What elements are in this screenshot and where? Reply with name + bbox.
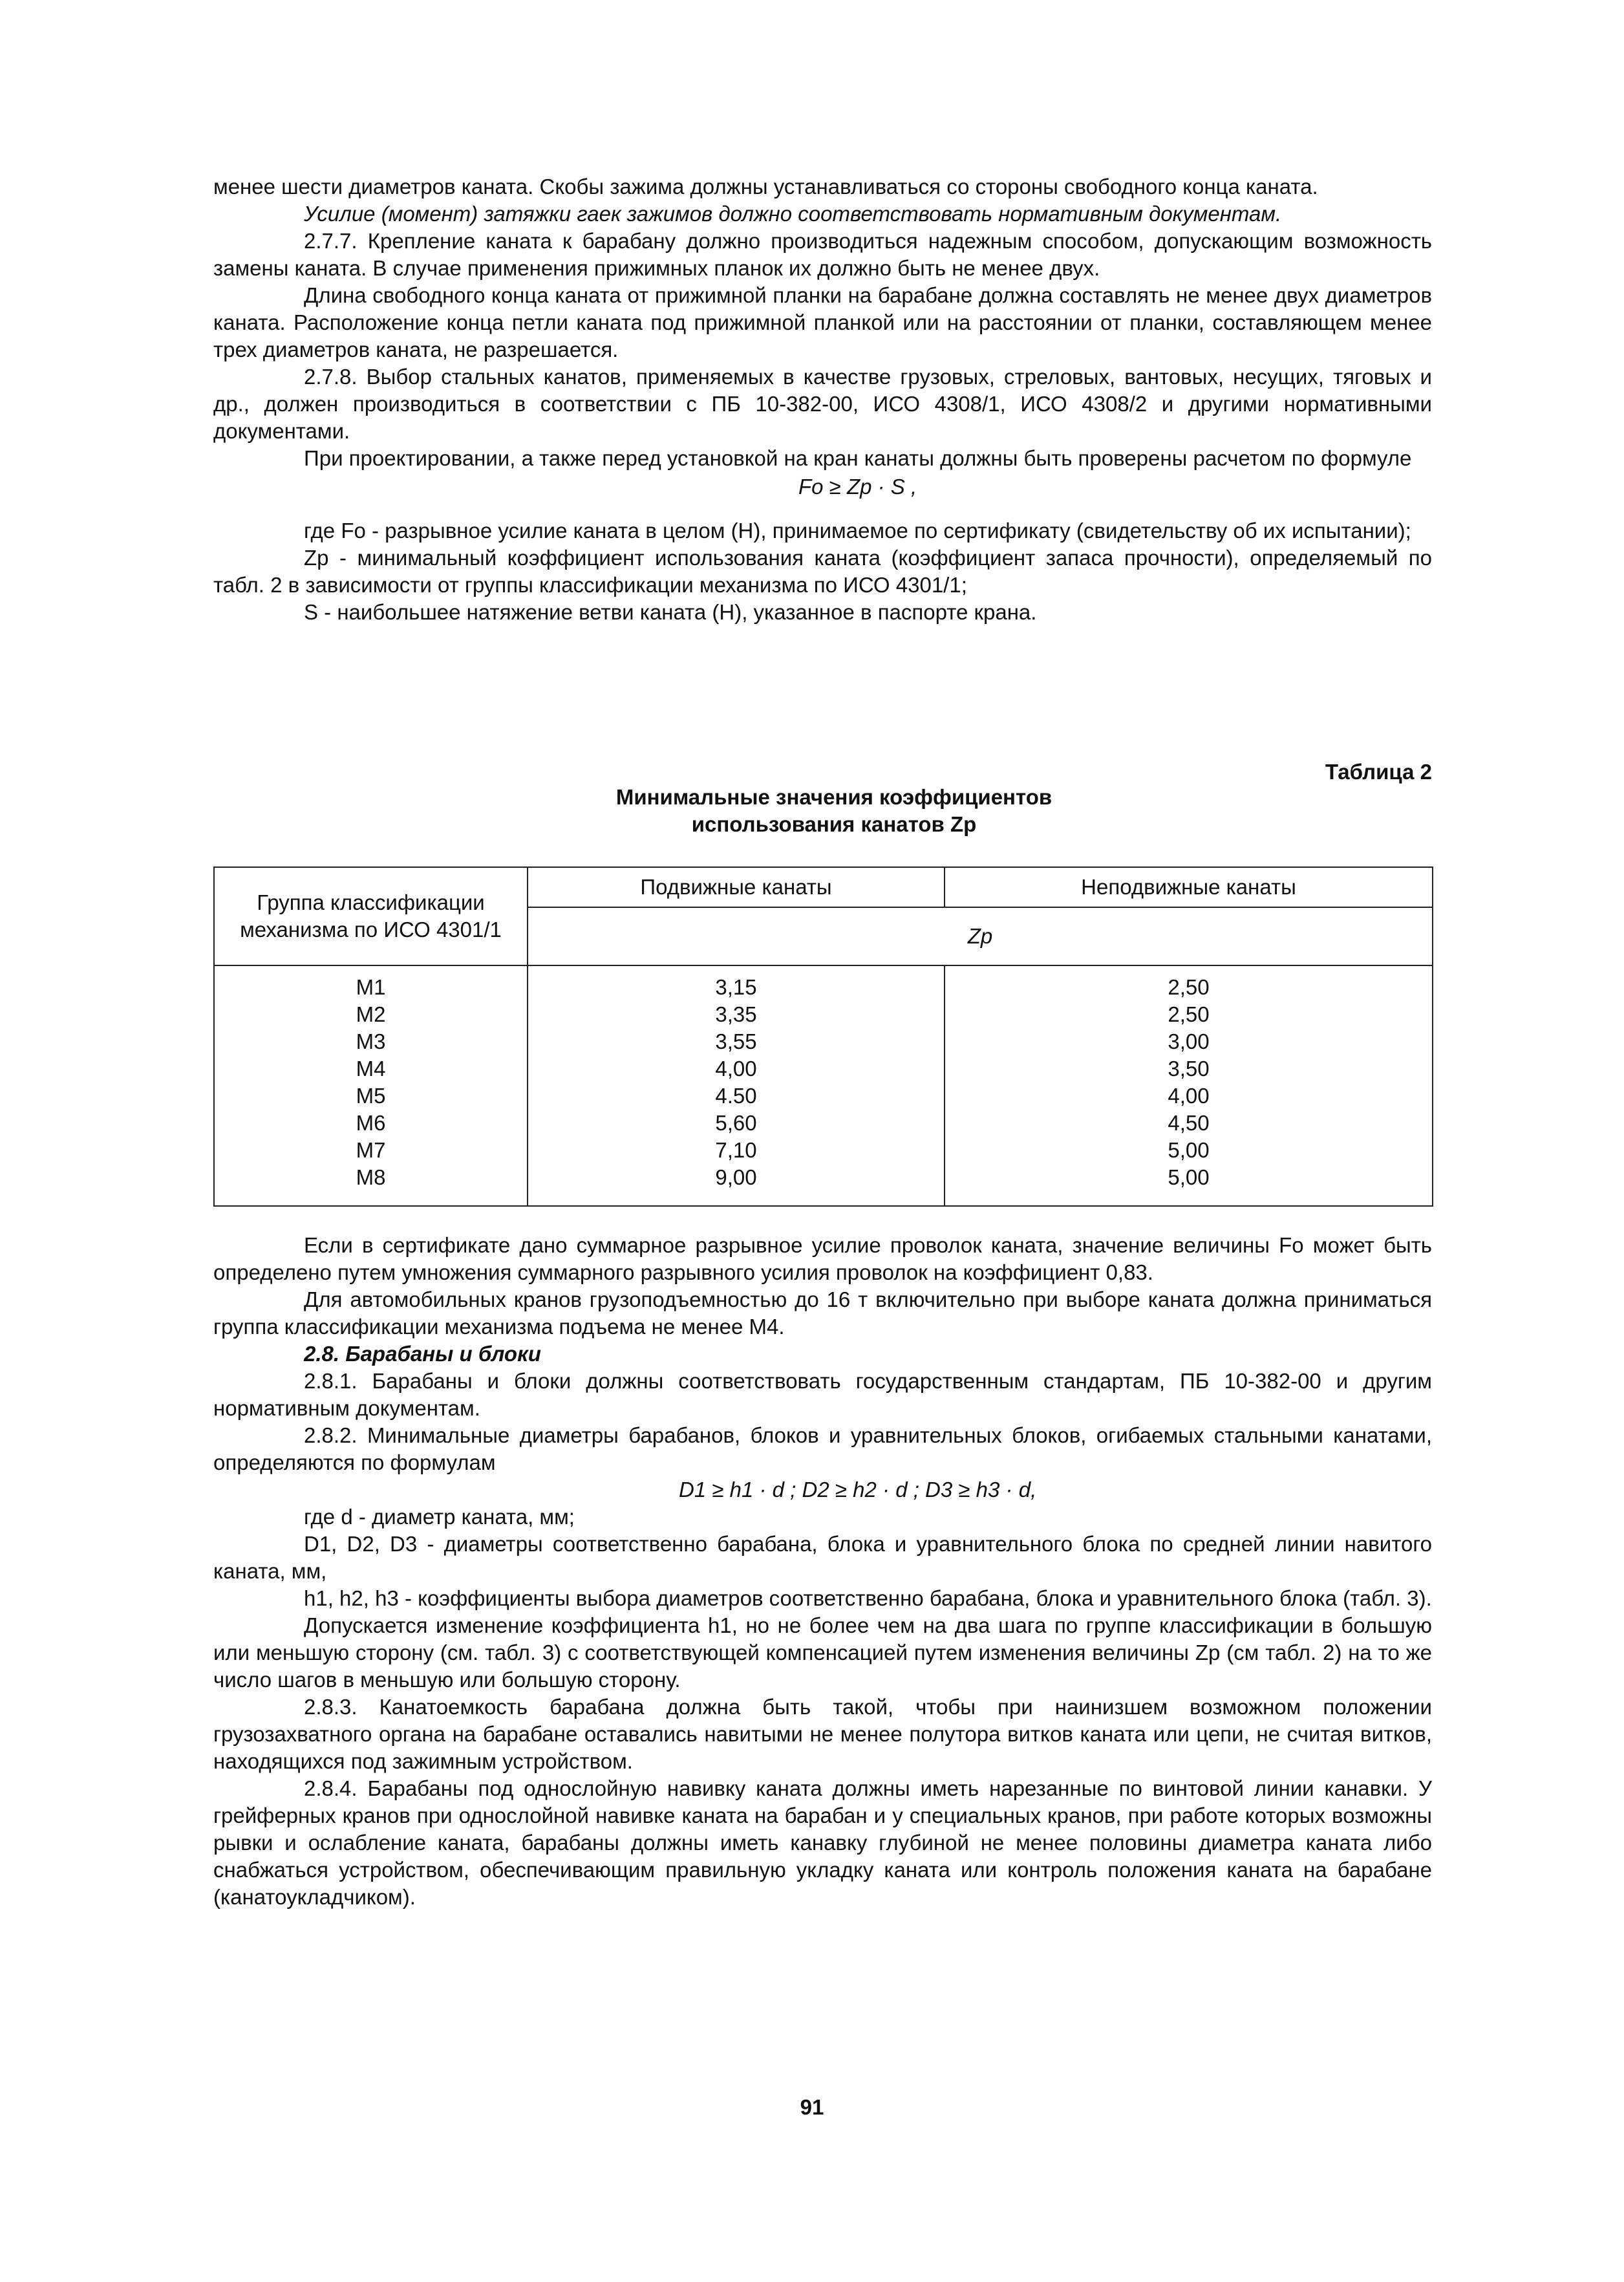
fixed-cell: 3,50: [1168, 1057, 1210, 1081]
fixed-column: [945, 965, 1433, 1206]
table-label: Таблица 2: [1325, 760, 1432, 784]
table-title-line: Минимальные значения коэффициентов: [615, 785, 1052, 809]
mobile-cell: 4.50: [715, 1084, 757, 1108]
paragraph: При проектировании, а также перед установкой на кран канаты должны быть проверены расчетом по формуле: [304, 446, 1412, 470]
definition-d123: D1, D2, D3 - диаметры соответственно барабана, блока и уравнительного блока по средней линии навитого каната, мм,: [213, 1532, 1432, 1583]
fixed-cell: 5,00: [1168, 1138, 1210, 1162]
column-header-group: Группа классификации механизма по ИСО 4301/1: [214, 867, 528, 965]
table-title: [491, 784, 1177, 838]
paragraph: менее шести диаметров каната. Скобы зажима должны устанавливаться со стороны свободного конца каната.: [213, 175, 1318, 199]
fixed-cell: 2,50: [1168, 1002, 1210, 1026]
mobile-cell: 7,10: [715, 1138, 757, 1162]
mobile-cell: 9,00: [715, 1165, 757, 1189]
column-header-fixed: Неподвижные канаты: [945, 867, 1433, 907]
fixed-cell: 4,50: [1168, 1111, 1210, 1135]
paragraph: 2.8.4. Барабаны под однослойную навивку каната должны иметь нарезанные по винтовой линии канавки. У грейферных кранов при однослойной навивке каната на барабан и у специальных кранов, при работе которых возможны рывки и ослабление каната, барабаны должны иметь канавку глубиной не менее половины диаметра каната либо снабжаться устройством, обеспечивающим правильную укладку каната или контроль положения каната на барабане (канатоукладчиком).: [213, 1776, 1432, 1909]
group-cell: M6: [356, 1111, 386, 1135]
paragraph: Если в сертификате дано суммарное разрывное усилие проволок каната, значение величины Fo может быть определено путем умножения суммарного разрывного усилия проволок на коэффициент 0,83.: [213, 1233, 1432, 1284]
group-cell: M2: [356, 1002, 386, 1026]
top-text-block: [213, 173, 1432, 626]
group-cell: M1: [356, 975, 386, 999]
group-cell: M3: [356, 1029, 386, 1053]
mobile-column: [528, 965, 945, 1206]
fixed-cell: 5,00: [1168, 1165, 1210, 1189]
table-title-line: использования канатов Zp: [691, 812, 977, 836]
fixed-cell: 3,00: [1168, 1029, 1210, 1053]
definition-d: где d - диаметр каната, мм;: [304, 1505, 575, 1529]
group-cell: M4: [356, 1057, 386, 1081]
group-column: [214, 965, 528, 1206]
group-cell: M7: [356, 1138, 386, 1162]
definition-h123: h1, h2, h3 - коэффициенты выбора диаметров соответственно барабана, блока и уравнительного блока (табл. 3).: [304, 1586, 1432, 1610]
paragraph: Допускается изменение коэффициента h1, но не более чем на два шага по группе классификации в большую или меньшую сторону (см. табл. 3) с соответствующей компенсацией путем изменения величины Zp (см табл. 2) на то же число шагов в меньшую или большую сторону.: [213, 1613, 1432, 1692]
table-body-row: [214, 965, 1433, 1206]
bottom-text-block: [213, 1232, 1432, 1911]
formula-rope-check: Fo ≥ Zp · S ,: [798, 475, 917, 499]
mobile-cell: 4,00: [715, 1057, 757, 1081]
paragraph: 2.8.1. Барабаны и блоки должны соответствовать государственным стандартам, ПБ 10-382-00 и другим нормативным документам.: [213, 1369, 1432, 1420]
mobile-cell: 3,35: [715, 1002, 757, 1026]
paragraph: Усилие (момент) затяжки гаек зажимов должно соответствовать нормативным документам.: [304, 202, 1282, 226]
group-cell: M5: [356, 1084, 386, 1108]
definition-fo: где Fo - разрывное усилие каната в целом (Н), принимаемое по сертификату (свидетельству об их испытании);: [304, 519, 1411, 543]
definition-s: S - наибольшее натяжение ветви каната (Н), указанное в паспорте крана.: [304, 600, 1037, 624]
paragraph: 2.8.2. Минимальные диаметры барабанов, блоков и уравнительных блоков, огибаемых стальными канатами, определяются по формулам: [213, 1423, 1432, 1474]
paragraph: Для автомобильных кранов грузоподъемностью до 16 т включительно при выборе каната должна приниматься группа классификации механизма подъема не менее М4.: [213, 1287, 1432, 1339]
column-header-mobile: Подвижные канаты: [528, 867, 945, 907]
formula-diameters: D1 ≥ h1 · d ; D2 ≥ h2 · d ; D3 ≥ h3 · d,: [679, 1478, 1037, 1502]
paragraph: 2.7.8. Выбор стальных канатов, применяемых в качестве грузовых, стреловых, вантовых, несущих, тяговых и др., должен производиться в соответствии с ПБ 10-382-00, ИСО 4308/1, ИСО 4308/2 и другими нормативными документами.: [213, 365, 1432, 443]
page-number: 91: [800, 2095, 824, 2119]
fixed-cell: 4,00: [1168, 1084, 1210, 1108]
paragraph: 2.8.3. Канатоемкость барабана должна быть такой, чтобы при наинизшем возможном положении грузозахватного органа на барабане оставались навитыми не менее полутора витков каната или цепи, не считая витков, находящихся под зажимным устройством.: [213, 1695, 1432, 1773]
mobile-cell: 3,15: [715, 975, 757, 999]
paragraph: 2.7.7. Крепление каната к барабану должно производиться надежным способом, допускающим возможность замены каната. В случае применения прижимных планок их должно быть не менее двух.: [213, 229, 1432, 280]
rope-coefficient-table: [213, 867, 1433, 1207]
mobile-cell: 5,60: [715, 1111, 757, 1135]
column-header-zp: Zp: [528, 907, 1433, 965]
section-heading: 2.8. Барабаны и блоки: [304, 1342, 541, 1366]
fixed-cell: 2,50: [1168, 975, 1210, 999]
paragraph: Длина свободного конца каната от прижимной планки на барабане должна составлять не менее двух диаметров каната. Расположение конца петли каната под прижимной планкой или на расстоянии от планки, составляющем менее трех диаметров каната, не разрешается.: [213, 283, 1432, 361]
mobile-cell: 3,55: [715, 1029, 757, 1053]
definition-zp: Zp - минимальный коэффициент использования каната (коэффициент запаса прочности), определяемый по табл. 2 в зависимости от группы классификации механизма по ИСО 4301/1;: [213, 546, 1432, 597]
group-cell: M8: [356, 1165, 386, 1189]
